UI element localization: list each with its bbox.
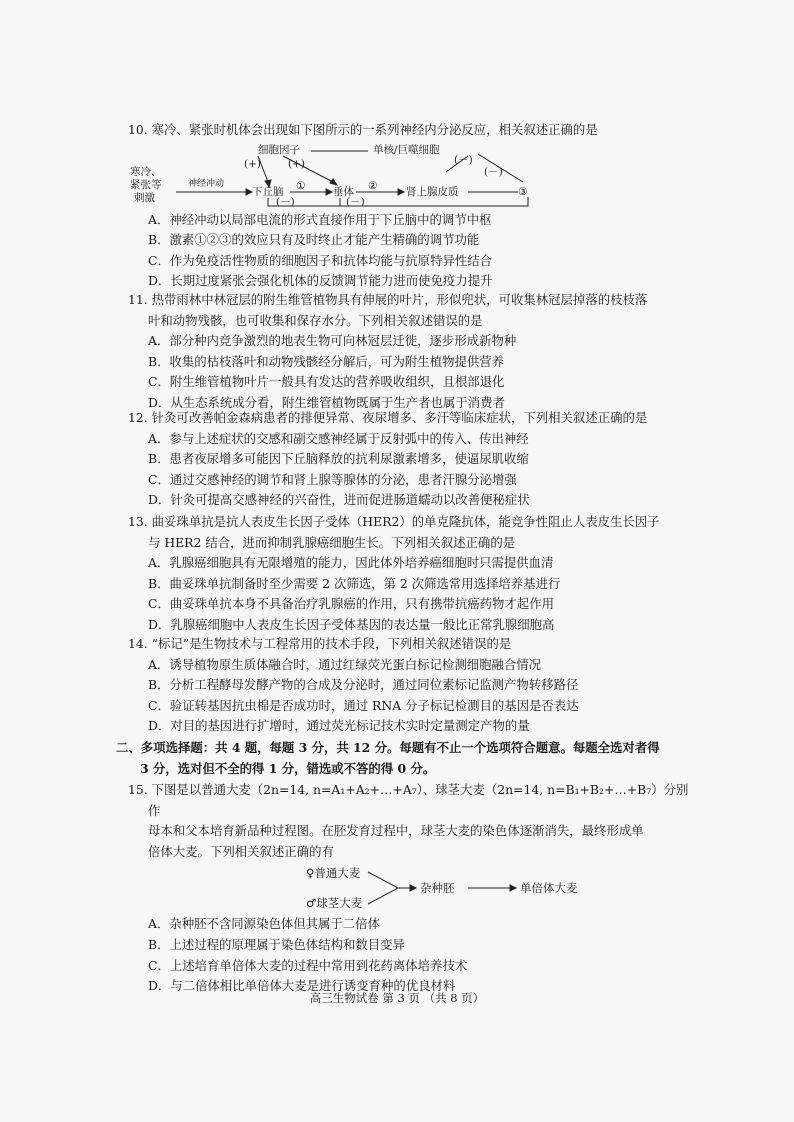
minus-sign-1: (－) xyxy=(454,153,473,166)
plus-sign-2: (+) xyxy=(288,157,305,170)
question-15-diagram xyxy=(128,864,698,912)
question-10-option-a: A．神经冲动以局部电流的形式直接作用于下丘脑中的调节中枢 xyxy=(148,211,492,227)
question-14-option-b: B．分析工程酵母发酵产物的合成及分泌时，通过同位素标记监测产物转移路径 xyxy=(148,677,579,693)
question-15-stem-line-1: 15. 下图是以普通大麦（2n=14, n=A₁+A₂+…+A₇）、球茎大麦（2n=14, n=B₁+B₂+…+B₇）分别作 xyxy=(128,782,689,818)
question-13 xyxy=(128,512,698,636)
question-13-option-c: C．曲妥珠单抗本身不具备治疗乳腺癌的作用，只有携带抗癌药物才起作用 xyxy=(148,596,554,612)
question-10-option-b: B．激素①②③的效应只有及时终止才能产生精确的调节功能 xyxy=(148,232,480,248)
minus-sign-4: (－) xyxy=(346,195,365,208)
question-14 xyxy=(128,634,698,737)
question-14-option-a: A．诱导植物原生质体融合时，通过红绿荧光蛋白标记检测细胞融合情况 xyxy=(148,656,542,672)
question-13-option-a: A．乳腺癌细胞具有无限增殖的能力，因此体外培养癌细胞时只需提供血清 xyxy=(148,555,554,571)
question-14-option-d: D．对目的基因进行扩增时，通过荧光标记技术实时定量测定产物的量 xyxy=(148,718,530,734)
question-12-option-d: D．针灸可提高交感神经的兴奋性，进而促进肠道蠕动以改善便秘症状 xyxy=(148,492,530,508)
stimulus-label-3: 刺激 xyxy=(134,191,155,204)
question-10-option-c: C．作为免疫活性物质的细胞因子和抗体均能与抗原特异性结合 xyxy=(148,252,493,268)
female-parent-label: ♀普通大麦 xyxy=(306,866,361,881)
plus-sign-1: (+) xyxy=(244,157,261,170)
question-12-stem: 12. 针灸可改善帕金森病患者的排便异常、夜尿增多、多汗等临床症状，下列相关叙述正确的是 xyxy=(128,410,648,425)
question-12 xyxy=(128,408,698,511)
question-11-option-a: A．部分种内竞争激烈的地表生物可向林冠层迁徙，逐步形成新物种 xyxy=(148,333,517,349)
question-15-stem-line-3: 倍体大麦。下列相关叙述正确的有 xyxy=(148,843,334,859)
question-14-option-c: C．验证转基因抗虫棉是否成功时，通过 RNA 分子标记检测目的基因是否表达 xyxy=(148,697,579,713)
cytokine-label: 细胞因子 xyxy=(258,143,300,156)
question-10-diagram xyxy=(128,142,698,208)
question-14-stem: 14. “标记”是生物技术与工程常用的技术手段，下列相关叙述错误的是 xyxy=(128,636,512,651)
question-12-option-b: B．患者夜尿增多可能因下丘脑释放的抗利尿激素增多，使逼尿肌收缩 xyxy=(148,451,529,467)
question-11-option-d: D．从生态系统成分看，附生维管植物既属于生产者也属于消费者 xyxy=(148,394,505,410)
male-parent-label: ♂球茎大麦 xyxy=(306,896,363,911)
section-2-line-2: 3 分，选对但不全的得 1 分，错选或不答的得 0 分。 xyxy=(140,760,436,776)
minus-sign-3: (－) xyxy=(276,195,295,208)
question-12-option-a: A．参与上述症状的交感和副交感神经属于反射弧中的传入、传出神经 xyxy=(148,430,529,446)
question-10-stem: 10. 寒冷、紧张时机体会出现如下图所示的一系列神经内分泌反应，相关叙述正确的是 xyxy=(128,122,598,137)
question-11-option-c: C．附生维管植物叶片一般具有发达的营养吸收组织，且根部退化 xyxy=(148,374,505,390)
hypothalamus-label: 下丘脑 xyxy=(252,185,284,198)
page-footer: 高三生物试卷 第 3 页 （共 8 页） xyxy=(309,991,485,1005)
hormone-3-marker: ③ xyxy=(518,185,528,198)
breeding-flow-diagram xyxy=(128,864,698,912)
stimulus-label-2: 紧张等 xyxy=(130,178,162,191)
question-13-stem-line-2: 与 HER2 结合，进而抑制乳腺癌细胞生长。下列相关叙述正确的是 xyxy=(148,534,516,550)
question-15-option-b: B．上述过程的原理属于染色体结构和数目变异 xyxy=(148,936,405,952)
question-11 xyxy=(128,290,698,414)
hormone-1-marker: ① xyxy=(296,179,306,192)
question-11-option-b: B．收集的枯枝落叶和动物残骸经分解后，可为附生植物提供营养 xyxy=(148,353,505,369)
question-13-option-b: B．曲妥珠单抗制备时至少需要 2 次筛选，第 2 次筛选常用选择培养基进行 xyxy=(148,575,561,591)
question-15-stem-line-2: 母本和父本培育新品种过程图。在胚发育过程中，球茎大麦的染色体逐渐消失，最终形成单 xyxy=(148,823,644,839)
question-11-stem-line-2: 叶和动物残骸，也可收集和保存水分。下列相关叙述错误的是 xyxy=(148,312,483,328)
question-15-option-d: D．与二倍体相比单倍体大麦是进行诱变育种的优良材料 xyxy=(148,978,456,994)
question-15-option-c: C．上述培育单倍体大麦的过程中常用到花药离体培养技术 xyxy=(148,957,468,973)
question-12-option-c: C．通过交感神经的调节和肾上腺等腺体的分泌，患者汗腺分泌增强 xyxy=(148,471,517,487)
monocyte-label: 单核/巨噬细胞 xyxy=(373,143,440,156)
nerve-impulse-label: 神经冲动 xyxy=(188,178,225,189)
stimulus-label-1: 寒冷、 xyxy=(130,165,162,178)
question-10-option-d: D．长期过度紧张会强化机体的反馈调节能力进而使免疫力提升 xyxy=(148,273,493,289)
adrenal-cortex-label: 肾上腺皮质 xyxy=(406,185,459,198)
question-15-option-a: A．杂种胚不含同源染色体但其属于二倍体 xyxy=(148,916,380,932)
minus-sign-2: (－) xyxy=(484,165,503,178)
haploid-barley-label: 单倍体大麦 xyxy=(520,881,578,896)
question-11-stem-line-1: 11. 热带雨林中林冠层的附生维管植物具有伸展的叶片，形似兜状，可收集林冠层掉落的枝枝落 xyxy=(128,292,648,307)
question-10 xyxy=(128,120,698,292)
section-2-line-1: 二、多项选择题：共 4 题，每题 3 分，共 12 分。每题有不止一个选项符合题意。每题全选对者得 xyxy=(116,740,660,755)
hybrid-embryo-label: 杂种胚 xyxy=(420,881,455,896)
section-2-heading xyxy=(116,738,706,779)
question-15 xyxy=(128,780,698,997)
hormone-2-marker: ② xyxy=(368,179,378,192)
question-13-stem-line-1: 13. 曲妥珠单抗是抗人表皮生长因子受体（HER2）的单克隆抗体，能竞争性阻止人表皮生长因子 xyxy=(128,514,660,529)
question-13-option-d: D．乳腺癌细胞中人表皮生长因子受体基因的表达量一般比正常乳腺细胞高 xyxy=(148,616,555,632)
pituitary-label: 垂体 xyxy=(333,185,354,198)
